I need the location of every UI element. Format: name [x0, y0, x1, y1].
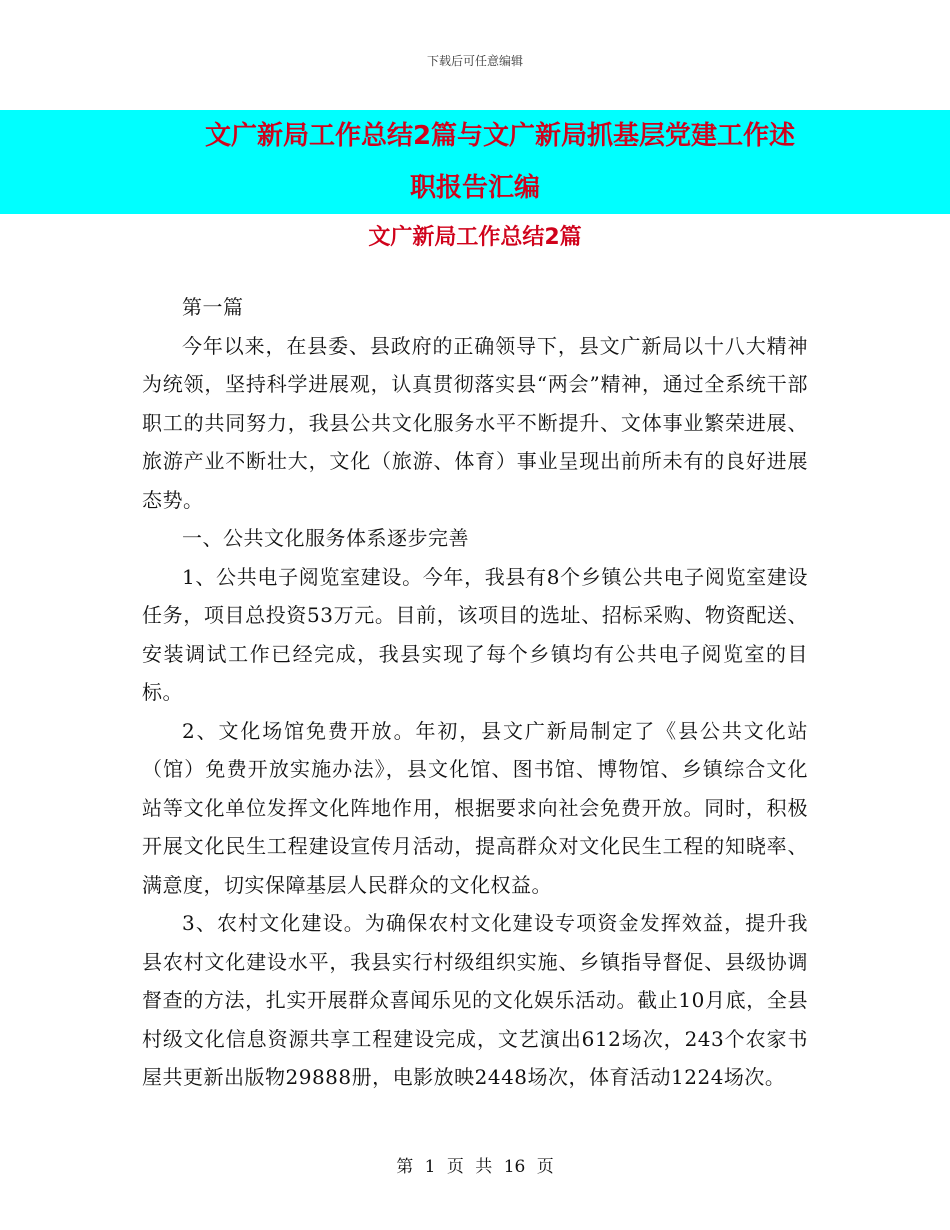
page-number-footer: 第 1 页 共 16 页	[396, 1157, 554, 1177]
paragraph-intro: 今年以来，在县委、县政府的正确领导下，县文广新局以十八大精神为统领，坚持科学进展观，认真贯彻落实县“两会”精神，通过全系统干部职工的共同努力，我县公共文化服务水平不断提升、文体事业繁荣进展、旅游产业不断壮大，文化（旅游、体育）事业呈现出前所未有的良好进展态势。	[142, 333, 808, 512]
document-body	[142, 288, 808, 1097]
document-title	[0, 110, 950, 214]
paragraph-item-2: 2、文化场馆免费开放。年初，县文广新局制定了《县公共文化站（馆）免费开放实施办法》，县文化馆、图书馆、博物馆、乡镇综合文化站等文化单位发挥文化阵地作用，根据要求向社会免费开放。同时，积极开展文化民生工程建设宣传月活动，提高群众对文化民生工程的知晓率、满意度，切实保障基层人民群众的文化权益。	[142, 718, 808, 897]
document-title-line-1: 文广新局工作总结2篇与文广新局抓基层党建工作述	[204, 121, 796, 151]
paragraph-item-1: 1、公共电子阅览室建设。今年，我县有8个乡镇公共电子阅览室建设任务，项目总投资53万元。目前，该项目的选址、招标采购、物资配送、安装调试工作已经完成，我县实现了每个乡镇均有公共电子阅览室的目标。	[142, 564, 808, 704]
paragraph-part-heading: 第一篇	[182, 295, 244, 319]
section-title: 文广新局工作总结2篇	[368, 225, 582, 250]
paragraph-section-heading: 一、公共文化服务体系逐步完善	[182, 526, 469, 550]
page-header-note: 下载后可任意编辑	[426, 54, 523, 68]
document-title-line-2: 职报告汇编	[409, 173, 540, 203]
paragraph-item-3: 3、农村文化建设。为确保农村文化建设专项资金发挥效益，提升我县农村文化建设水平，我县实行村级组织实施、乡镇指导督促、县级协调督查的方法，扎实开展群众喜闻乐见的文化娱乐活动。截止10月底，全县村级文化信息资源共享工程建设完成，文艺演出612场次，243个农家书屋共更新出版物29888册，电影放映2448场次，体育活动1224场次。	[142, 911, 808, 1089]
